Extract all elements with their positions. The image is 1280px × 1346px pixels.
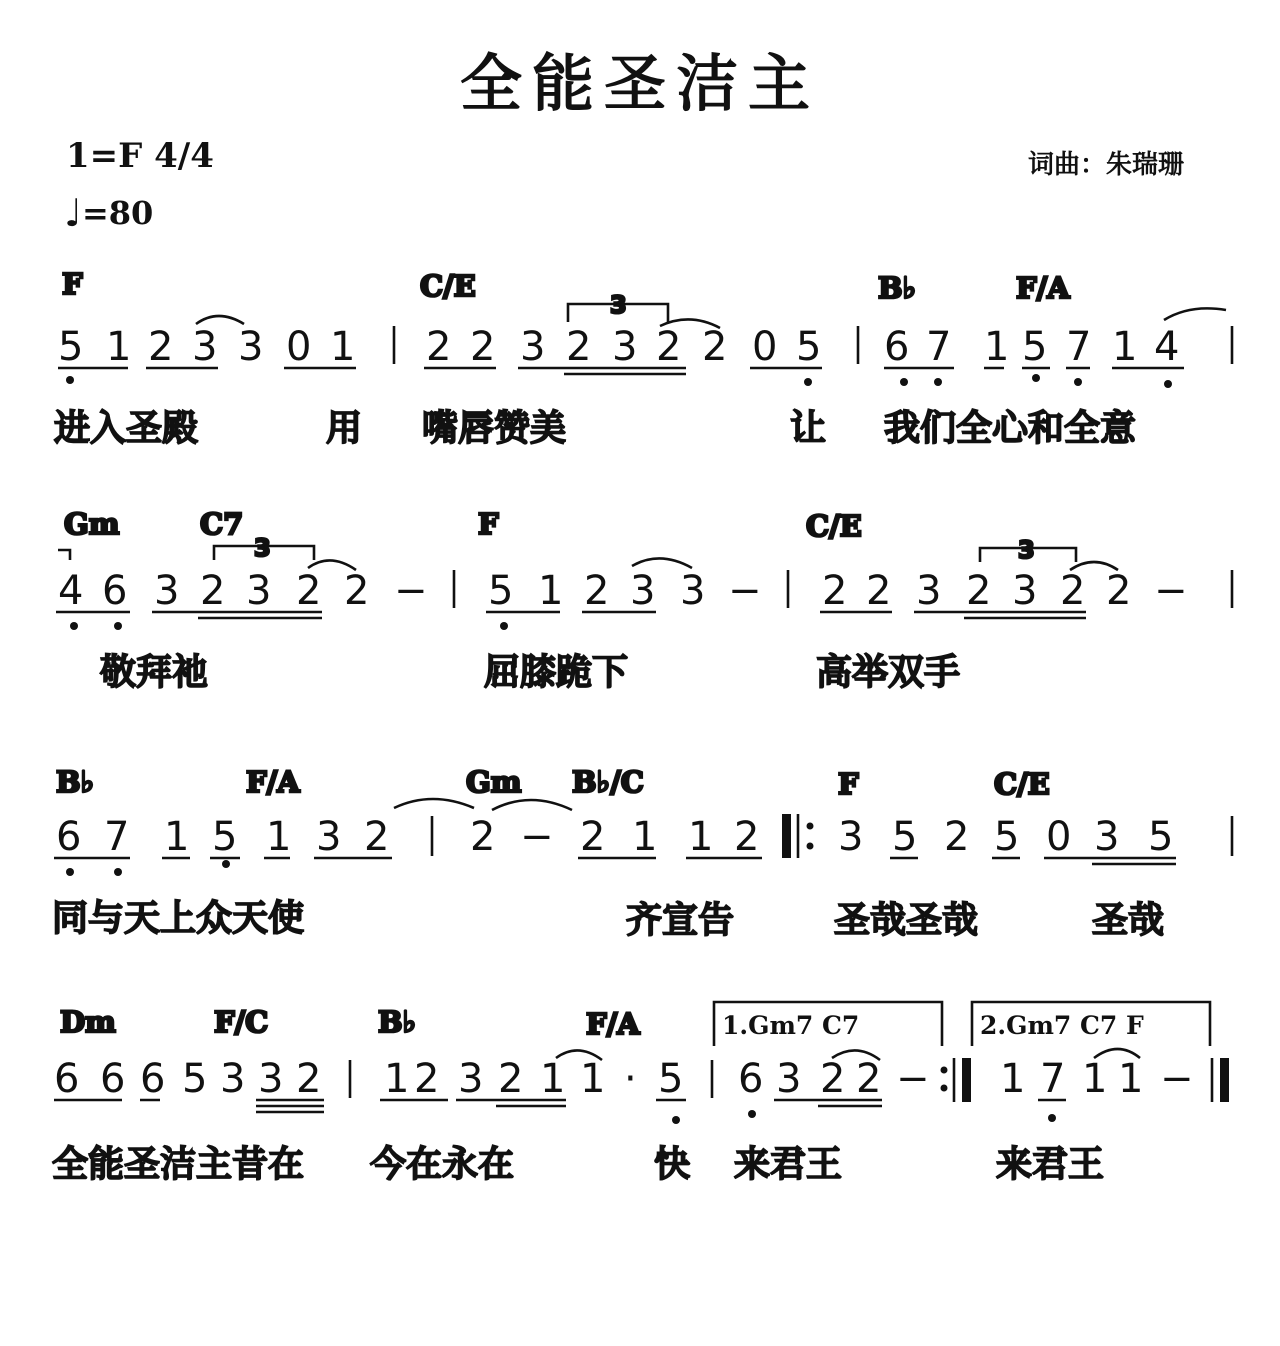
notation-line bbox=[56, 814, 1173, 860]
svg-text:3: 3 bbox=[246, 568, 272, 614]
svg-text:1: 1 bbox=[266, 814, 292, 860]
svg-text:2: 2 bbox=[414, 1056, 440, 1102]
lyric: 全能圣洁主昔在 bbox=[52, 1144, 305, 1185]
svg-text:1: 1 bbox=[330, 324, 356, 370]
svg-text:1: 1 bbox=[632, 814, 658, 860]
svg-text:7: 7 bbox=[926, 324, 952, 370]
notation-line bbox=[54, 1056, 1194, 1102]
chord-label: F/A bbox=[1016, 271, 1070, 305]
svg-text:2: 2 bbox=[1106, 568, 1132, 614]
lyric: 齐宣告 bbox=[626, 900, 735, 941]
svg-text:2: 2 bbox=[426, 324, 452, 370]
key-signature: 1=F 4/4 bbox=[66, 136, 214, 176]
chord-label: F/A bbox=[246, 765, 300, 799]
svg-text:2: 2 bbox=[1060, 568, 1086, 614]
svg-text:1: 1 bbox=[106, 324, 132, 370]
svg-text:4: 4 bbox=[58, 568, 84, 614]
svg-text:7: 7 bbox=[1066, 324, 1092, 370]
system-1 bbox=[54, 267, 1232, 449]
lyric: 来君王 bbox=[734, 1144, 843, 1185]
svg-text:2: 2 bbox=[580, 814, 606, 860]
ties-and-triplets bbox=[394, 799, 572, 810]
triplet-3: 3 bbox=[254, 534, 271, 562]
lyric: 圣哉圣哉 bbox=[834, 900, 979, 941]
svg-text:−: − bbox=[896, 1056, 930, 1102]
svg-text:3: 3 bbox=[630, 568, 656, 614]
svg-text:4: 4 bbox=[1154, 324, 1180, 370]
svg-text:2: 2 bbox=[296, 568, 322, 614]
svg-text:1: 1 bbox=[538, 568, 564, 614]
svg-text:3: 3 bbox=[316, 814, 342, 860]
notation-line bbox=[58, 568, 1188, 614]
lyric: 快 bbox=[654, 1144, 691, 1185]
svg-text:6: 6 bbox=[54, 1056, 80, 1102]
svg-text:5: 5 bbox=[212, 814, 238, 860]
svg-text:5: 5 bbox=[658, 1056, 684, 1102]
svg-text:3: 3 bbox=[520, 324, 546, 370]
svg-text:−: − bbox=[394, 568, 428, 614]
svg-text:3: 3 bbox=[238, 324, 264, 370]
svg-text:2: 2 bbox=[866, 568, 892, 614]
svg-text:3: 3 bbox=[1012, 568, 1038, 614]
chord-label: B♭ bbox=[378, 1005, 417, 1039]
svg-text:3: 3 bbox=[916, 568, 942, 614]
svg-text:·: · bbox=[624, 1056, 637, 1102]
notation-line bbox=[58, 324, 1179, 370]
chord-label: B♭/C bbox=[572, 765, 644, 799]
svg-text:2: 2 bbox=[820, 1056, 846, 1102]
svg-text:2: 2 bbox=[148, 324, 174, 370]
svg-text:5: 5 bbox=[994, 814, 1020, 860]
svg-text:2: 2 bbox=[470, 324, 496, 370]
system-4 bbox=[52, 1002, 1229, 1185]
svg-text:3: 3 bbox=[220, 1056, 246, 1102]
svg-text:3: 3 bbox=[458, 1056, 484, 1102]
svg-text:2: 2 bbox=[966, 568, 992, 614]
ties-and-triplets bbox=[214, 546, 1118, 570]
chord-label: F/C bbox=[214, 1005, 269, 1039]
lyric: 今在永在 bbox=[370, 1144, 515, 1185]
svg-text:1: 1 bbox=[688, 814, 714, 860]
svg-text:1: 1 bbox=[540, 1056, 566, 1102]
lyric: 高举双手 bbox=[816, 652, 961, 693]
chord-label: C/E bbox=[806, 509, 862, 543]
octave-dots bbox=[66, 860, 230, 876]
svg-text:6: 6 bbox=[100, 1056, 126, 1102]
svg-text:6: 6 bbox=[738, 1056, 764, 1102]
svg-text:5: 5 bbox=[58, 324, 84, 370]
svg-text:1: 1 bbox=[580, 1056, 606, 1102]
svg-text:6: 6 bbox=[102, 568, 128, 614]
svg-text:5: 5 bbox=[488, 568, 514, 614]
system-2 bbox=[56, 507, 1232, 693]
chord-label: C7 bbox=[200, 507, 244, 541]
octave-dots bbox=[66, 374, 1172, 388]
svg-text:2: 2 bbox=[344, 568, 370, 614]
octave-dots bbox=[70, 622, 508, 630]
svg-text:5: 5 bbox=[796, 324, 822, 370]
chord-label: C/E bbox=[994, 767, 1050, 801]
lyric: 敬拜祂 bbox=[100, 652, 209, 693]
svg-text:2: 2 bbox=[200, 568, 226, 614]
beam-lines bbox=[56, 612, 1086, 618]
triplet-3: 3 bbox=[610, 291, 627, 319]
svg-text:3: 3 bbox=[1094, 814, 1120, 860]
chord-label: C/E bbox=[420, 269, 476, 303]
svg-text:3: 3 bbox=[154, 568, 180, 614]
svg-text:1: 1 bbox=[1118, 1056, 1144, 1102]
lyric: 让 bbox=[790, 408, 827, 449]
volta-2-label: 2.Gm7 C7 F bbox=[980, 1011, 1144, 1040]
svg-text:3: 3 bbox=[838, 814, 864, 860]
svg-text:0: 0 bbox=[286, 324, 312, 370]
lyric: 用 bbox=[326, 408, 363, 449]
svg-text:−: − bbox=[520, 814, 554, 860]
svg-text:2: 2 bbox=[470, 814, 496, 860]
volta-brackets bbox=[714, 1002, 1210, 1046]
tempo-value: =80 bbox=[81, 194, 154, 232]
svg-text:2: 2 bbox=[498, 1056, 524, 1102]
beam-lines bbox=[58, 368, 1184, 374]
octave-dots bbox=[672, 1110, 1056, 1124]
svg-text:1: 1 bbox=[984, 324, 1010, 370]
svg-text:3: 3 bbox=[612, 324, 638, 370]
svg-text:6: 6 bbox=[56, 814, 82, 860]
svg-text:3: 3 bbox=[776, 1056, 802, 1102]
svg-text:−: − bbox=[1160, 1056, 1194, 1102]
svg-text:2: 2 bbox=[566, 324, 592, 370]
system-3 bbox=[52, 765, 1232, 941]
lyric: 嘴唇赞美 bbox=[422, 408, 567, 449]
svg-text:2: 2 bbox=[296, 1056, 322, 1102]
song-title: 全能圣洁主 bbox=[459, 47, 820, 120]
svg-text:2: 2 bbox=[856, 1056, 882, 1102]
svg-text:2: 2 bbox=[584, 568, 610, 614]
svg-text:6: 6 bbox=[884, 324, 910, 370]
lyric: 来君王 bbox=[996, 1144, 1105, 1185]
svg-text:2: 2 bbox=[364, 814, 390, 860]
chord-label: Dm bbox=[60, 1005, 116, 1039]
composer-credit: 词曲：朱瑞珊 bbox=[1027, 150, 1184, 180]
svg-text:1: 1 bbox=[164, 814, 190, 860]
svg-text:−: − bbox=[728, 568, 762, 614]
triplet-3: 3 bbox=[1018, 536, 1035, 564]
svg-text:6: 6 bbox=[140, 1056, 166, 1102]
svg-text:1: 1 bbox=[1000, 1056, 1026, 1102]
svg-text:5: 5 bbox=[1022, 324, 1048, 370]
svg-text:−: − bbox=[1154, 568, 1188, 614]
quarter-note-icon: ♩ bbox=[64, 190, 82, 235]
svg-text:2: 2 bbox=[944, 814, 970, 860]
svg-text:1: 1 bbox=[1112, 324, 1138, 370]
svg-text:7: 7 bbox=[1040, 1056, 1066, 1102]
svg-text:5: 5 bbox=[1148, 814, 1174, 860]
svg-text:7: 7 bbox=[104, 814, 130, 860]
lyric: 我们全心和全意 bbox=[884, 408, 1137, 449]
lyric: 屈膝跪下 bbox=[484, 652, 629, 693]
volta-1-label: 1.Gm7 C7 bbox=[722, 1011, 860, 1040]
svg-text:0: 0 bbox=[1046, 814, 1072, 860]
chord-label: Gm bbox=[64, 507, 120, 541]
svg-text:2: 2 bbox=[656, 324, 682, 370]
svg-text:2: 2 bbox=[822, 568, 848, 614]
svg-text:3: 3 bbox=[680, 568, 706, 614]
chord-label: F/A bbox=[586, 1007, 640, 1041]
svg-text:5: 5 bbox=[182, 1056, 208, 1102]
chord-label: B♭ bbox=[56, 765, 95, 799]
svg-text:2: 2 bbox=[702, 324, 728, 370]
lyric: 进入圣殿 bbox=[54, 408, 199, 449]
lyric: 同与天上众天使 bbox=[52, 898, 305, 939]
chord-label: Gm bbox=[466, 765, 522, 799]
chord-label: F bbox=[478, 507, 499, 541]
svg-text:3: 3 bbox=[258, 1056, 284, 1102]
chord-label: B♭ bbox=[878, 271, 917, 305]
svg-text:3: 3 bbox=[192, 324, 218, 370]
svg-text:1: 1 bbox=[1082, 1056, 1108, 1102]
svg-text:0: 0 bbox=[752, 324, 778, 370]
lyric: 圣哉 bbox=[1092, 900, 1165, 941]
chord-label: F bbox=[62, 267, 83, 301]
svg-text:1: 1 bbox=[384, 1056, 410, 1102]
svg-text:2: 2 bbox=[734, 814, 760, 860]
svg-text:5: 5 bbox=[892, 814, 918, 860]
chord-label: F bbox=[838, 767, 859, 801]
